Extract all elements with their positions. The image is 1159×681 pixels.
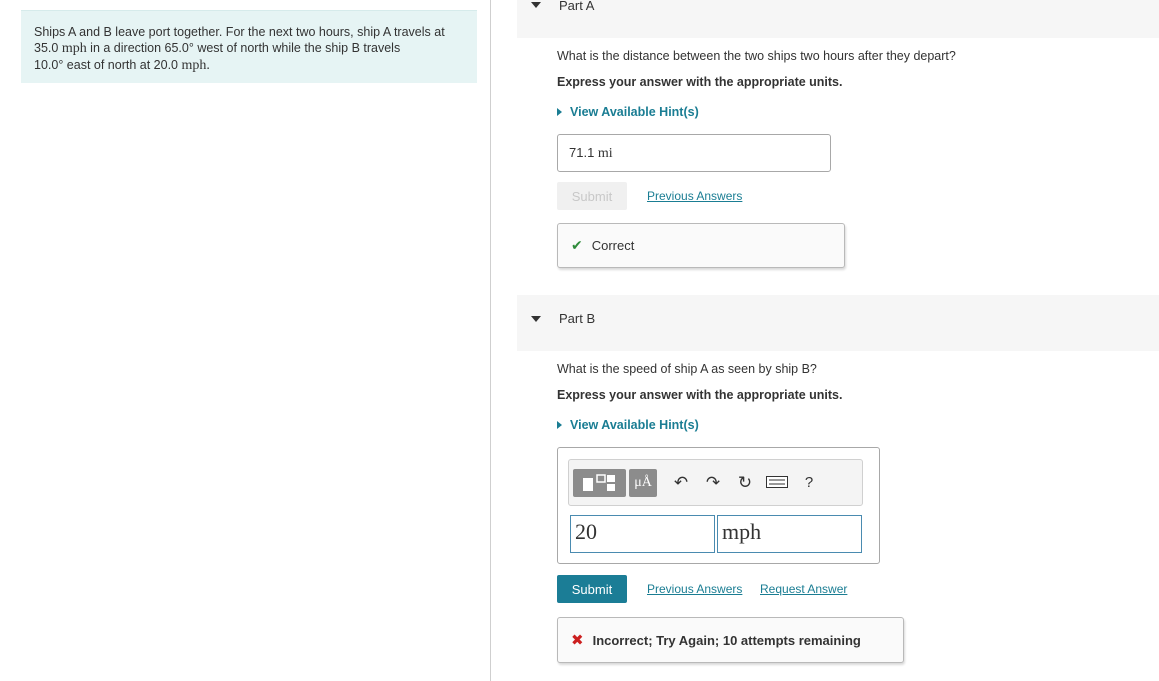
- part-a-instructions: Express your answer with the appropriate units.: [557, 75, 843, 89]
- part-b-submit-button[interactable]: Submit: [557, 575, 627, 603]
- problem-line-3: 10.0° east of north at 20.0 mph.: [34, 58, 210, 73]
- part-b-value-input[interactable]: 20: [570, 515, 715, 553]
- templates-icon[interactable]: [573, 469, 626, 497]
- part-a-hint-label[interactable]: View Available Hint(s): [570, 105, 699, 119]
- part-a-previous-answers-link[interactable]: Previous Answers: [647, 189, 743, 203]
- help-icon[interactable]: ?: [804, 474, 814, 491]
- part-b-unit-input[interactable]: mph: [717, 515, 862, 553]
- collapse-arrow-icon[interactable]: [531, 2, 541, 8]
- reset-icon[interactable]: ↻: [737, 472, 753, 492]
- units-icon[interactable]: μÅ: [629, 469, 657, 497]
- error-x-icon: ✖: [571, 632, 584, 649]
- part-b-title[interactable]: Part B: [559, 311, 596, 326]
- part-a-title[interactable]: Part A: [559, 0, 595, 13]
- part-b-hint-toggle[interactable]: [557, 418, 699, 432]
- equation-toolbar: [568, 459, 863, 506]
- collapse-arrow-icon[interactable]: [531, 316, 541, 322]
- problem-direction-b: 10.0° east of north at 20.0: [34, 58, 182, 72]
- part-a-submit-button[interactable]: Submit: [557, 182, 627, 210]
- problem-line-1: Ships A and B leave port together. For the next two hours, ship A travels at: [34, 25, 445, 39]
- part-b-hint-label[interactable]: View Available Hint(s): [570, 418, 699, 432]
- part-a-header[interactable]: [517, 0, 1159, 38]
- undo-icon[interactable]: ↶: [673, 472, 689, 492]
- problem-unit-a: mph: [61, 41, 87, 56]
- column-divider: [490, 0, 491, 681]
- problem-unit-b: mph: [181, 58, 207, 73]
- part-b-question: What is the speed of ship A as seen by ship B?: [557, 362, 817, 376]
- part-a-question: What is the distance between the two ships two hours after they depart?: [557, 49, 956, 63]
- problem-line-2-rest: in a direction 65.0° west of north while the ship B travels: [86, 41, 401, 55]
- caret-right-icon: [557, 421, 562, 429]
- part-b-instructions: Express your answer with the appropriate units.: [557, 388, 843, 402]
- part-a-hint-toggle[interactable]: [557, 105, 699, 119]
- part-b-previous-answers-link[interactable]: Previous Answers: [647, 582, 743, 596]
- problem-speed-a: 35.0: [34, 41, 62, 55]
- caret-right-icon: [557, 108, 562, 116]
- keyboard-icon[interactable]: [761, 473, 793, 493]
- checkmark-icon: ✔: [571, 237, 583, 253]
- part-b-feedback-text: Incorrect; Try Again; 10 attempts remaining: [592, 632, 861, 648]
- redo-icon[interactable]: ↷: [705, 472, 721, 492]
- problem-statement: [21, 10, 477, 83]
- part-a-answer-unit: mi: [594, 146, 613, 161]
- part-a-feedback-text: Correct: [591, 238, 635, 253]
- part-b-header[interactable]: [517, 295, 1159, 351]
- part-b-request-answer-link[interactable]: Request Answer: [760, 582, 848, 596]
- part-a-answer-display[interactable]: [557, 134, 831, 172]
- part-a-feedback: [557, 223, 845, 268]
- part-b-feedback: [557, 617, 904, 663]
- part-a-answer-value: 71.1: [569, 145, 595, 160]
- problem-line-2: [34, 40, 463, 57]
